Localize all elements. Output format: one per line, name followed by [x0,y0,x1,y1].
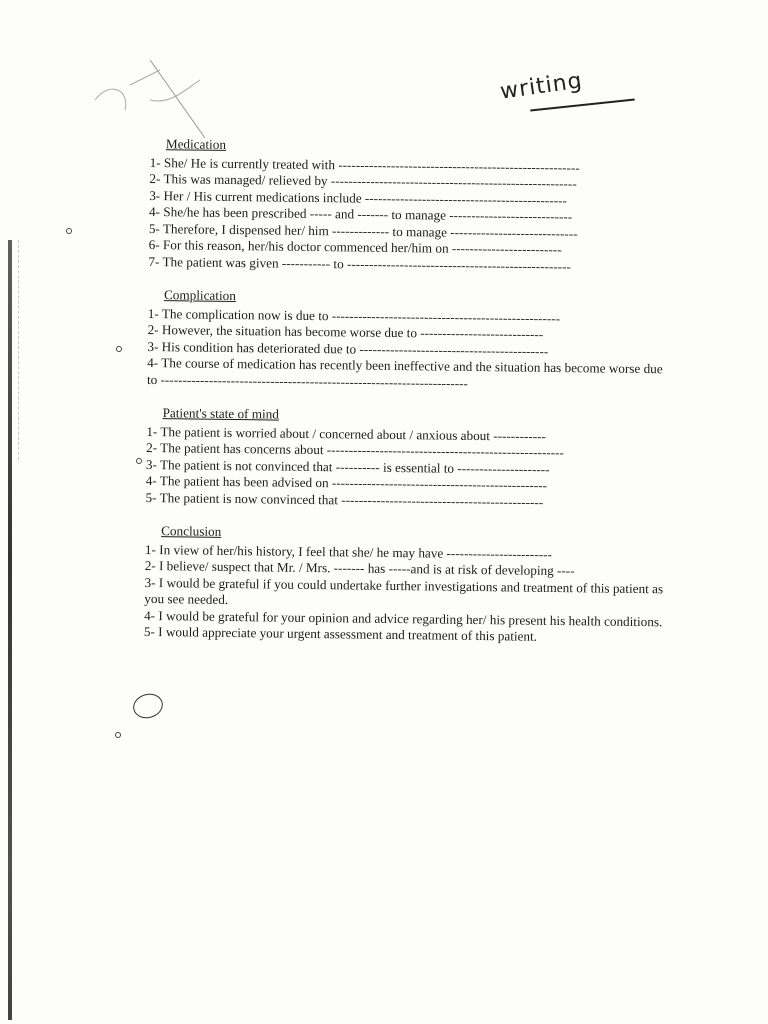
list-item: 5- The patient is now convinced that ---------------------------------------------- [145,489,544,510]
list-item: 5- Therefore, I dispensed her/ him ------------- to manage ----------------------------- [148,220,578,241]
list-item: 1- The patient is worried about / concerned about / anxious about ------------ [146,423,547,444]
document-body [144,136,670,664]
section-complication [147,287,668,394]
section-state-of-mind [145,405,666,512]
section-medication [148,136,670,276]
punch-hole-dot [66,228,72,234]
list-item: 4- She/he has been prescribed ----- and ------- to manage ---------------------------- [148,203,573,225]
scan-edge-specks [18,240,29,460]
list-item: 1- She/ He is currently treated with ------------------------------------------------------- [149,154,580,175]
section-heading: Medication [165,136,227,152]
handwritten-underline [530,99,635,112]
list-item: 3- Her / His current medications include ---------------------------------------------- [149,187,568,208]
list-item: 2- I believe/ suspect that Mr. / Mrs. ------- has -----and is at risk of developing ---- [144,557,575,579]
section-conclusion [144,523,665,647]
scan-edge-shadow [8,240,12,1020]
section-heading: Conclusion [161,523,222,539]
punch-hole-dot [136,458,142,464]
list-item: 1- The complication now is due to ---------------------------------------------------- [147,305,561,326]
list-item: 3- I would be grateful if you could undertake further investigations and treatment of this patient as you see needed. [144,574,664,607]
list-item: 3- The patient is not convinced that ---------- is essential to --------------------- [145,456,550,477]
handwritten-circle-mark [130,691,165,722]
handwritten-label: writing [498,68,585,105]
list-item: 2- The patient has concerns about ------------------------------------------------------ [146,439,565,461]
list-item: 4- The course of medication has recently been ineffective and the situation has become worse due to ---------------------------------------------------------------------- [146,354,663,391]
punch-hole-dot [116,346,122,352]
list-item: 4- I would be grateful for your opinion and advice regarding her/ his present his health conditions. [144,607,663,629]
corner-scribble-mark [90,60,210,140]
list-item: 3- His condition has deteriorated due to ------------------------------------------- [147,338,549,359]
punch-hole-dot [115,732,121,738]
list-item: 2- This was managed/ relieved by -------------------------------------------------------- [149,170,577,192]
list-item: 1- In view of her/his history, I feel that she/ he may have ------------------------ [144,541,553,562]
list-item: 7- The patient was given ----------- to --------------------------------------------------- [148,253,572,274]
section-heading: Patient's state of mind [162,405,280,422]
list-item: 2- However, the situation has become worse due to ---------------------------- [147,321,544,342]
section-heading: Complication [163,287,236,304]
list-item: 6- For this reason, her/his doctor commenced her/him on ------------------------- [148,236,562,258]
list-item: 5- I would appreciate your urgent assessment and treatment of this patient. [143,623,538,644]
list-item: 4- The patient has been advised on ------------------------------------------------- [145,472,548,493]
